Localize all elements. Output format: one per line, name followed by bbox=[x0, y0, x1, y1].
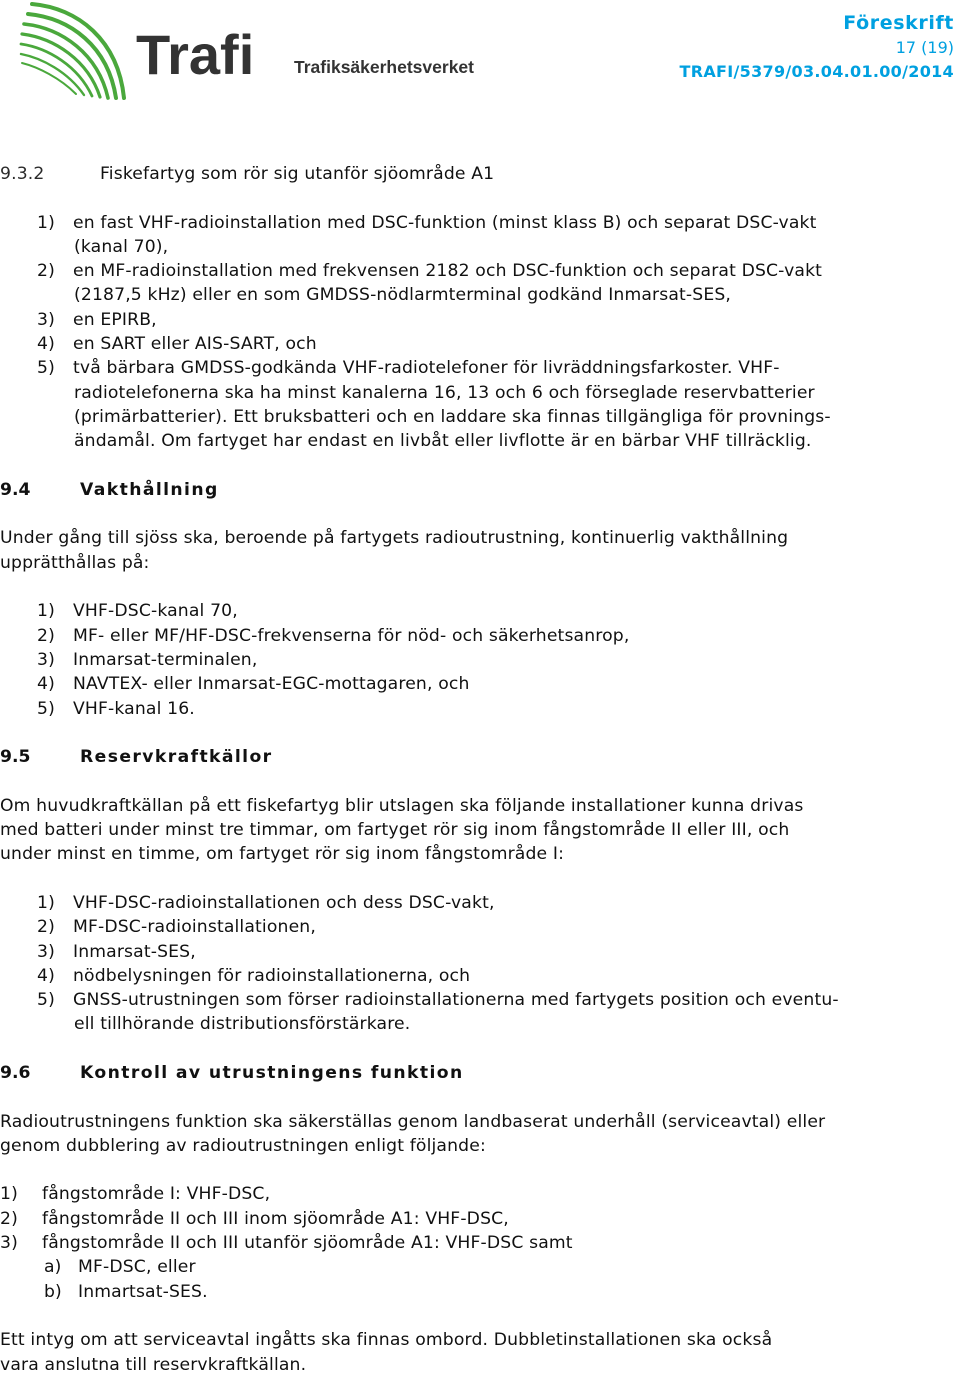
paragraph-line: Ett intyg om att serviceavtal ingåtts ska finnas ombord. Dubbletinstallationen ska också bbox=[0, 1330, 773, 1351]
trafi-logo-graphic bbox=[18, 0, 488, 105]
list-item: 5) två bärbara GMDSS-godkända VHF-radiotelefoner för livräddningsfarkoster. VHF- bbox=[37, 358, 780, 379]
section-title: Fiskefartyg som rör sig utanför sjöområde A1 bbox=[100, 164, 495, 184]
trafi-logo bbox=[18, 0, 488, 105]
section-title: Reservkraftkällor bbox=[80, 747, 273, 768]
list-item-continuation: ell tillhörande distributionsförstärkare. bbox=[74, 1014, 411, 1035]
list-item: 2) MF-DSC-radioinstallationen, bbox=[37, 917, 316, 938]
paragraph-line: upprätthållas på: bbox=[0, 552, 150, 573]
paragraph-line: Radioutrustningens funktion ska säkerställas genom landbaserat underhåll (serviceavtal) eller bbox=[0, 1111, 826, 1132]
document-reference: TRAFI/5379/03.04.01.00/2014 bbox=[679, 62, 954, 81]
section-title: Kontroll av utrustningens funktion bbox=[80, 1062, 464, 1083]
section-number: 9.6 bbox=[0, 1062, 31, 1083]
list-item: 1) fångstområde I: VHF-DSC, bbox=[0, 1184, 271, 1205]
list-item: 3) Inmarsat-terminalen, bbox=[37, 649, 258, 670]
list-item: 4) nödbelysningen för radioinstallationerna, och bbox=[37, 965, 471, 986]
list-item: 1) VHF-DSC-radioinstallationen och dess DSC-vakt, bbox=[37, 892, 495, 913]
paragraph-line: Under gång till sjöss ska, beroende på fartygets radioutrustning, kontinuerlig vakthållning bbox=[0, 528, 789, 549]
document-type: Föreskrift bbox=[843, 12, 954, 34]
sub-list-item: a) MF-DSC, eller bbox=[44, 1257, 196, 1278]
list-item: 1) VHF-DSC-kanal 70, bbox=[37, 601, 238, 622]
paragraph-line: Om huvudkraftkällan på ett fiskefartyg blir utslagen ska följande installationer kunna drivas bbox=[0, 795, 804, 816]
section-heading-9-3-2 bbox=[0, 162, 960, 186]
page-number: 17 (19) bbox=[895, 38, 954, 57]
section-number: 9.3.2 bbox=[0, 164, 45, 184]
section-heading-9-4 bbox=[0, 478, 960, 502]
list-item: 4) en SART eller AIS-SART, och bbox=[37, 334, 317, 355]
sub-list-item: b) Inmartsat-SES. bbox=[44, 1281, 208, 1302]
list-item-continuation: (kanal 70), bbox=[74, 236, 169, 257]
swoosh-icon bbox=[21, 4, 124, 98]
logo-subtitle: Trafiksäkerhetsverket bbox=[294, 57, 474, 77]
list-item: 3) Inmarsat-SES, bbox=[37, 941, 196, 962]
page-header bbox=[0, 0, 960, 110]
section-number: 9.4 bbox=[0, 479, 31, 500]
list-item: 5) VHF-kanal 16. bbox=[37, 698, 195, 719]
list-item-continuation: ändamål. Om fartyget har endast en livbåt eller livflotte är en bärbar VHF tillräcklig. bbox=[74, 431, 812, 452]
list-item: 4) NAVTEX- eller Inmarsat-EGC-mottagaren, och bbox=[37, 674, 470, 695]
section-heading-9-6 bbox=[0, 1061, 960, 1085]
document-body bbox=[0, 162, 960, 1377]
list-item: 3) fångstområde II och III utanför sjöområde A1: VHF-DSC samt bbox=[0, 1233, 573, 1254]
list-item: 2) en MF-radioinstallation med frekvensen 2182 och DSC-funktion och separat DSC-vakt bbox=[37, 261, 823, 282]
list-item-continuation: radiotelefonerna ska ha minst kanalerna 16, 13 och 6 och förseglade reservbatterier bbox=[74, 382, 815, 403]
list-item: 2) fångstområde II och III inom sjöområde A1: VHF-DSC, bbox=[0, 1208, 509, 1229]
header-meta bbox=[680, 10, 955, 84]
paragraph-line: med batteri under minst tre timmar, om fartyget rör sig inom fångstområde II eller III, och bbox=[0, 820, 790, 841]
list-item: 2) MF- eller MF/HF-DSC-frekvenserna för nöd- och säkerhetsanrop, bbox=[37, 625, 630, 646]
paragraph-line: vara anslutna till reservkraftkällan. bbox=[0, 1354, 307, 1375]
section-title: Vakthållning bbox=[80, 479, 219, 500]
list-item: 1) en fast VHF-radioinstallation med DSC-funktion (minst klass B) och separat DSC-vakt bbox=[37, 212, 817, 233]
paragraph-line: genom dubblering av radioutrustningen enligt följande: bbox=[0, 1135, 486, 1156]
section-heading-9-5 bbox=[0, 745, 960, 769]
list-item: 5) GNSS-utrustningen som förser radioinstallationerna med fartygets position och eventu- bbox=[37, 990, 839, 1011]
list-item: 3) en EPIRB, bbox=[37, 309, 157, 330]
paragraph-line: under minst en timme, om fartyget rör sig inom fångstområde I: bbox=[0, 844, 565, 865]
list-item-continuation: (2187,5 kHz) eller en som GMDSS-nödlarmterminal godkänd Inmarsat-SES, bbox=[74, 285, 732, 306]
list-item-continuation: (primärbatterier). Ett bruksbatteri och en laddare ska finnas tillgängliga för provnings- bbox=[74, 406, 831, 427]
logo-name: Trafi bbox=[136, 23, 255, 86]
section-number: 9.5 bbox=[0, 747, 31, 768]
